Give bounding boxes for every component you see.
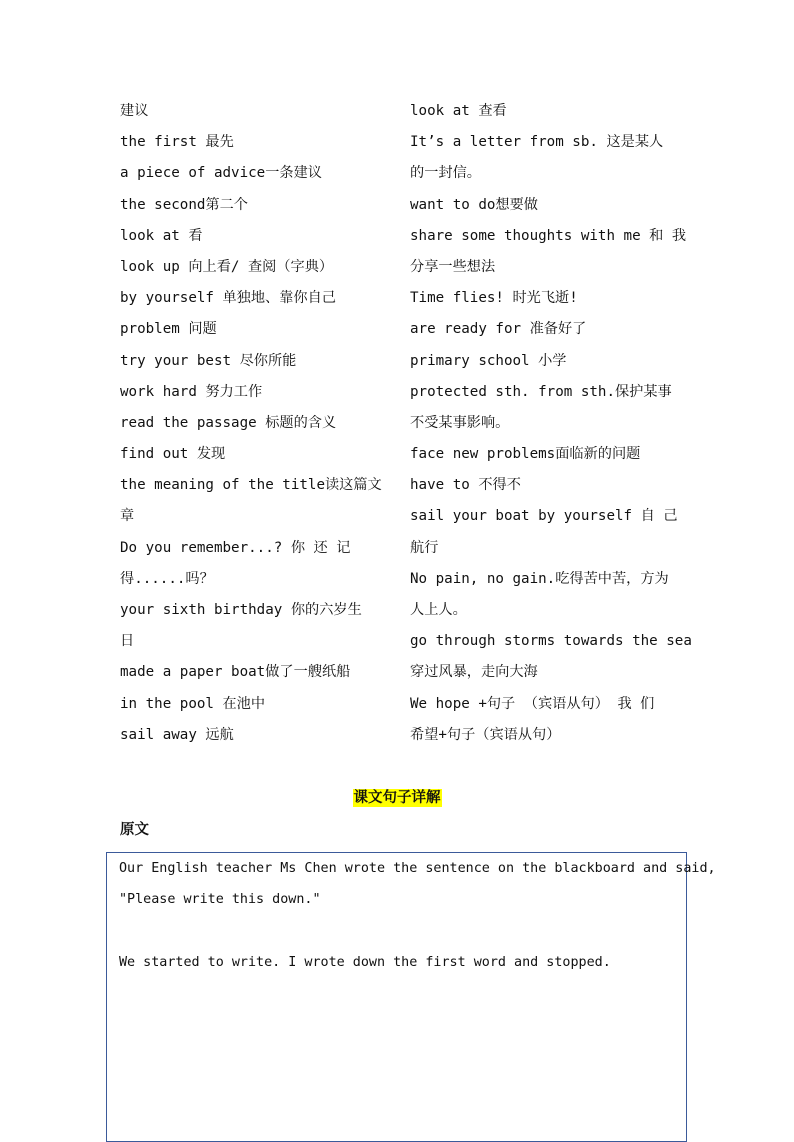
vocab-line: Do you remember...? 你 还 记 bbox=[120, 539, 351, 556]
vocab-line: work hard 努力工作 bbox=[120, 383, 263, 400]
vocab-line: your sixth birthday 你的六岁生 bbox=[120, 602, 362, 618]
passage-box bbox=[106, 852, 716, 1142]
vocab-line: It’s a letter from sb. 这是某人 bbox=[410, 134, 664, 151]
vocab-line: face new problems面临新的问题 bbox=[410, 446, 641, 463]
vocab-line: Time flies! 时光飞逝! bbox=[410, 290, 578, 307]
vocab-line: a piece of advice一条建议 bbox=[120, 165, 322, 182]
vocab-line: sail away 远航 bbox=[120, 726, 234, 743]
vocab-column-left bbox=[120, 96, 384, 751]
vocab-line: find out 发现 bbox=[120, 446, 226, 463]
vocab-line: in the pool 在池中 bbox=[120, 695, 266, 712]
vocab-line: have to 不得不 bbox=[410, 477, 521, 494]
vocab-line: 分享一些想法 bbox=[410, 258, 496, 275]
section-heading bbox=[0, 786, 794, 807]
vocab-line: problem 问题 bbox=[120, 321, 217, 338]
vocab-line: look at 查看 bbox=[410, 103, 507, 119]
vocab-line: made a paper boat做了一艘纸船 bbox=[120, 664, 351, 681]
vocab-line: No pain, no gain.吃得苦中苦，方为 bbox=[410, 570, 669, 587]
vocab-line: share some thoughts with me 和 我 bbox=[410, 227, 687, 244]
passage-blank-line bbox=[119, 915, 674, 946]
vocab-line: 不受某事影响。 bbox=[410, 414, 510, 431]
vocab-line: 的一封信。 bbox=[410, 165, 481, 182]
vocab-line: want to do想要做 bbox=[410, 196, 538, 213]
passage-line: Our English teacher Ms Chen wrote the sentence on the blackboard and said, bbox=[119, 861, 716, 876]
original-text-heading: 原文 bbox=[120, 822, 149, 838]
vocab-line: read the passage 标题的含义 bbox=[120, 414, 337, 431]
vocab-line: go through storms towards the sea bbox=[410, 633, 692, 650]
vocab-line: the first 最先 bbox=[120, 134, 234, 151]
vocab-line: 得......吗？ bbox=[120, 570, 214, 587]
vocab-line: We hope +句子 （宾语从句） 我 们 bbox=[410, 695, 655, 712]
vocab-line: 希望+句子（宾语从句） bbox=[410, 726, 561, 743]
vocab-line: sail your boat by yourself 自 己 bbox=[410, 508, 678, 525]
vocab-line: 建议 bbox=[120, 103, 149, 119]
vocab-line: look at 看 bbox=[120, 227, 203, 244]
vocab-line: 航行 bbox=[410, 539, 439, 556]
passage-line: "Please write this down." bbox=[119, 892, 321, 908]
vocab-line: 人上人。 bbox=[410, 602, 467, 618]
vocab-line: 章 bbox=[120, 508, 135, 525]
passage-line: We started to write. I wrote down the first word and stopped. bbox=[119, 954, 611, 970]
vocab-line: the meaning of the title读这篇文 bbox=[120, 477, 382, 494]
vocab-column-right bbox=[410, 96, 692, 751]
vocab-line: look up 向上看/ 查阅（字典） bbox=[120, 258, 334, 275]
vocab-line: by yourself 单独地、靠你自己 bbox=[120, 290, 336, 307]
vocab-line: primary school 小学 bbox=[410, 352, 567, 369]
vocab-line: 穿过风暴，走向大海 bbox=[410, 664, 538, 681]
vocab-line: the second第二个 bbox=[120, 196, 248, 213]
vocab-line: try your best 尽你所能 bbox=[120, 352, 297, 369]
vocab-line: 日 bbox=[120, 633, 135, 650]
vocab-line: protected sth. from sth.保护某事 bbox=[410, 383, 672, 400]
section-heading-highlight: 课文句子详解 bbox=[353, 790, 441, 806]
vocab-line: are ready for 准备好了 bbox=[410, 321, 587, 338]
